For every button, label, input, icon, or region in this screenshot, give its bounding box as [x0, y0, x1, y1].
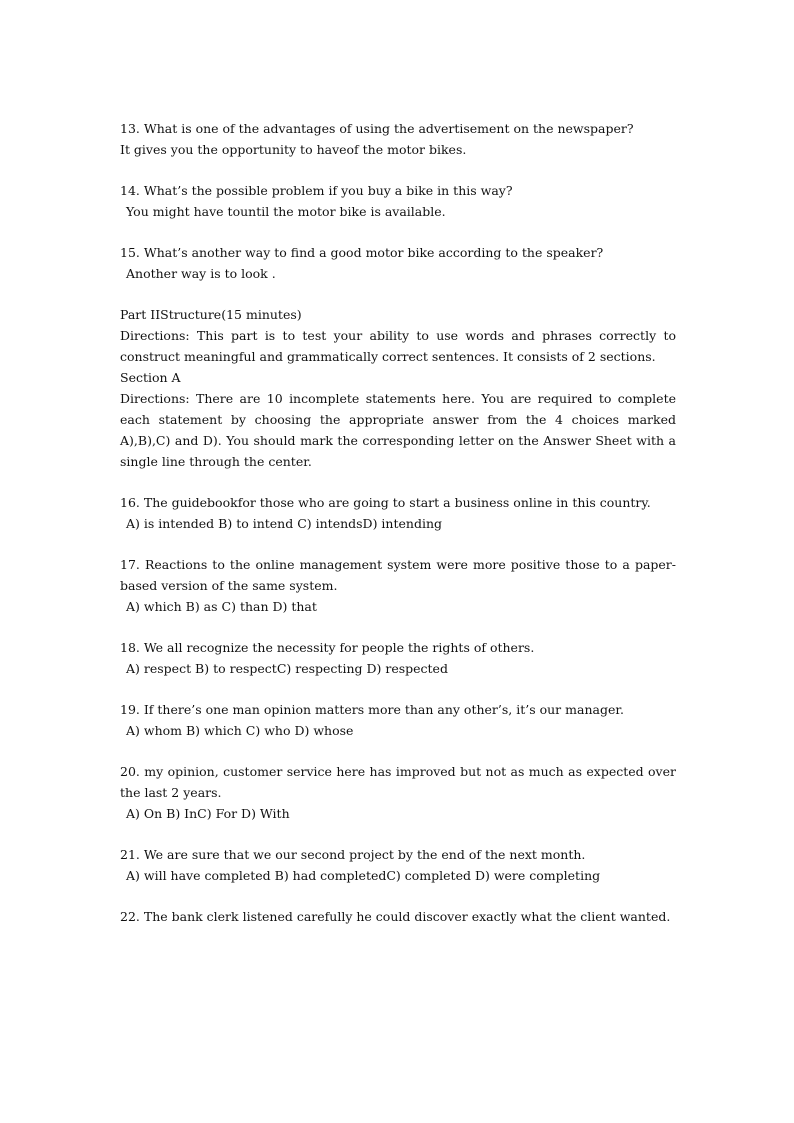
q21-question: 21. We are sure that we our second project by the end of the next month. — [120, 847, 586, 862]
q14-answer: You might have tountil the motor bike is available. — [126, 204, 446, 219]
part2-directions: Directions: This part is to test your ability to use words and phrases correctly to construct meaningful and grammatically correct sentences. It consists of 2 sections. — [120, 328, 676, 364]
q22-question: 22. The bank clerk listened carefully he could discover exactly what the client wanted. — [120, 909, 671, 924]
q16-options: A) is intended B) to intend C) intendsD) intending — [126, 516, 443, 531]
q20-options: A) On B) InC) For D) With — [126, 806, 290, 821]
q14-question: 14. What’s the possible problem if you buy a bike in this way? — [120, 183, 513, 198]
q13-answer: It gives you the opportunity to haveof the motor bikes. — [120, 142, 467, 157]
q20-question: 20. my opinion, customer service here has improved but not as much as expected over the last 2 years. — [120, 764, 676, 800]
q15-answer: Another way is to look . — [126, 266, 276, 281]
section-a-heading: Section A — [120, 370, 181, 385]
q21-options: A) will have completed B) had completedC) completed D) were completing — [126, 868, 601, 883]
q16-question: 16. The guidebookfor those who are going to start a business online in this country. — [120, 495, 651, 510]
q15-question: 15. What’s another way to find a good motor bike according to the speaker? — [120, 245, 604, 260]
document-page — [120, 118, 676, 927]
section-a-directions: Directions: There are 10 incomplete statements here. You are required to complete each statement by choosing the appropriate answer from the 4 choices marked A),B),C) and D). You should mark the corresponding letter on the Answer Sheet with a single line through the center. — [120, 391, 676, 469]
q19-options: A) whom B) which C) who D) whose — [126, 723, 354, 738]
q13-question: 13. What is one of the advantages of using the advertisement on the newspaper? — [120, 121, 634, 136]
part2-title: Part IIStructure(15 minutes) — [120, 307, 302, 322]
q18-options: A) respect B) to respectC) respecting D) respected — [126, 661, 448, 676]
q18-question: 18. We all recognize the necessity for people the rights of others. — [120, 640, 535, 655]
q19-question: 19. If there’s one man opinion matters more than any other’s, it’s our manager. — [120, 702, 624, 717]
q17-options: A) which B) as C) than D) that — [126, 599, 317, 614]
q17-question: 17. Reactions to the online management system were more positive those to a paper-based version of the same system. — [120, 557, 676, 593]
